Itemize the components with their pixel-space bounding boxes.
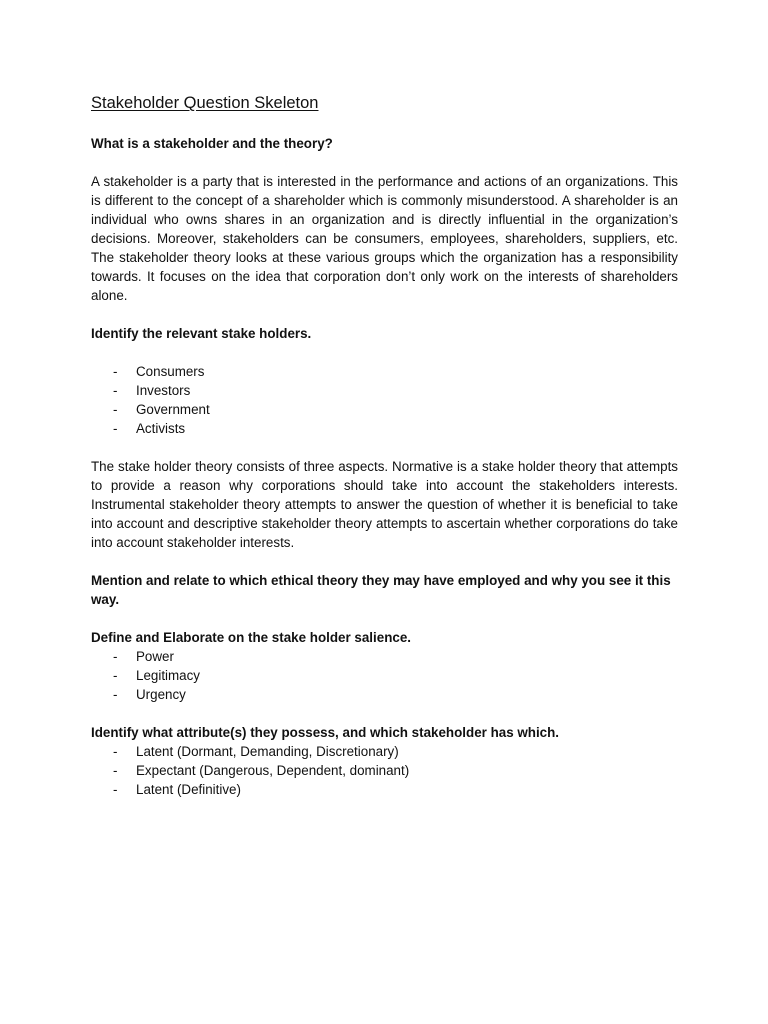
document-title: Stakeholder Question Skeleton xyxy=(91,94,319,112)
spacer xyxy=(91,704,678,723)
list-item: - Power xyxy=(91,647,678,666)
list-item: - Legitimacy xyxy=(91,666,678,685)
attribute-list xyxy=(91,742,678,799)
question-heading-stakeholder-salience: Define and Elaborate on the stake holder salience. xyxy=(91,630,411,645)
list-item: - Latent (Dormant, Demanding, Discretionary) xyxy=(91,742,678,761)
spacer xyxy=(91,609,678,628)
question-heading-attributes: Identify what attribute(s) they possess, and which stakeholder has which. xyxy=(91,725,560,740)
paragraph-stakeholder-definition: A stakeholder is a party that is interested in the performance and actions of an organizations. This is different to the concept of a shareholder which is commonly misunderstood. A shareholder is an individual who owns shares in an organization and is directly influential in the organization’s decisions. Moreover, stakeholders can be consumers, employees, shareholders, suppliers, etc. The stakeholder theory looks at these various groups which the organization has a responsibility towards. It focuses on the idea that corporation don’t only work on the interests of shareholders alone. xyxy=(91,174,678,303)
paragraph-stakeholder-theory-aspects: The stake holder theory consists of three aspects. Normative is a stake holder theory that attempts to provide a reason why corporations should take into account the stakeholders interests. Instrumental stakeholder theory attempts to answer the question of whether it is beneficial to take into account and descriptive stakeholder theory attempts to ascertain whether corporations do take into account stakeholder interests. xyxy=(91,459,678,550)
spacer xyxy=(91,438,678,457)
list-item: - Latent (Definitive) xyxy=(91,780,678,799)
stakeholder-list xyxy=(91,362,678,438)
spacer xyxy=(91,552,678,571)
question-heading-ethical-theory: Mention and relate to which ethical theory they may have employed and why you see it this way. xyxy=(91,573,671,607)
list-item: - Consumers xyxy=(91,362,678,381)
list-item: - Investors xyxy=(91,381,678,400)
spacer xyxy=(91,343,678,362)
document-page xyxy=(91,92,678,799)
spacer xyxy=(91,153,678,172)
list-item: - Activists xyxy=(91,419,678,438)
list-item: - Expectant (Dangerous, Dependent, dominant) xyxy=(91,761,678,780)
salience-list xyxy=(91,647,678,704)
list-item: - Urgency xyxy=(91,685,678,704)
list-item: - Government xyxy=(91,400,678,419)
question-heading-relevant-stakeholders: Identify the relevant stake holders. xyxy=(91,326,312,341)
question-heading-stakeholder-theory: What is a stakeholder and the theory? xyxy=(91,136,333,151)
spacer xyxy=(91,305,678,324)
